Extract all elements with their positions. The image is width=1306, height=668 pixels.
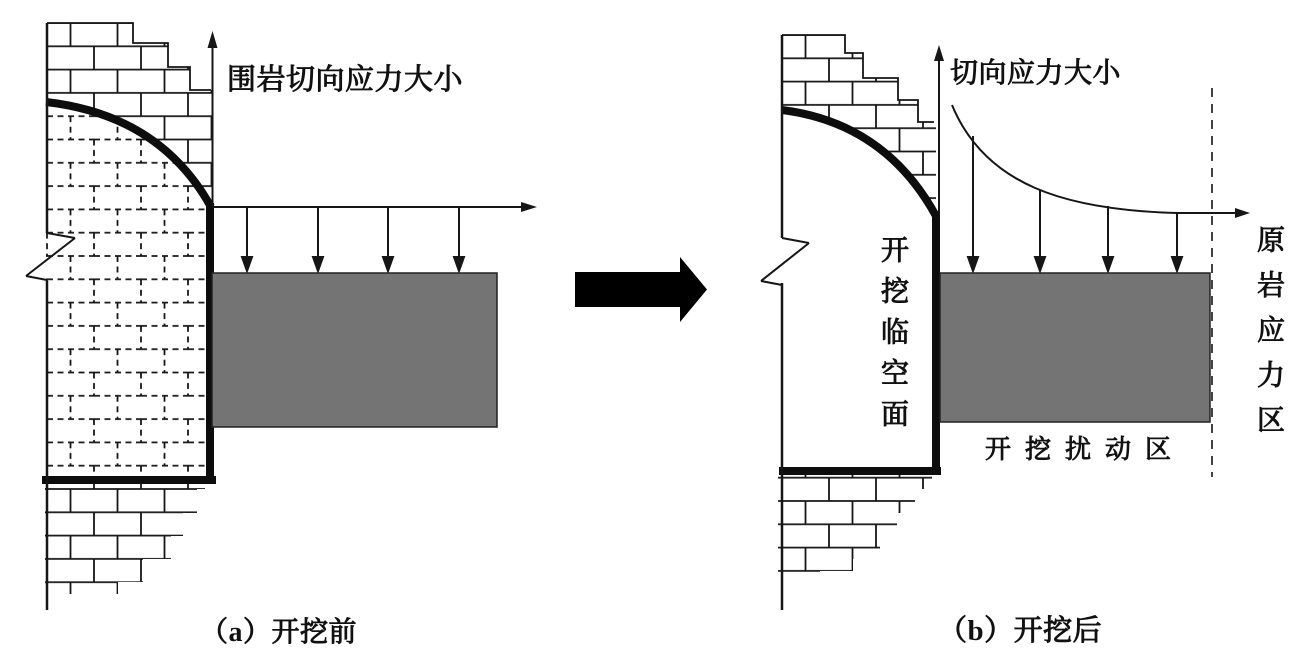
insitu-stress-zone-label: 原岩应力区 [1253,225,1284,450]
transition-arrow-icon [575,257,707,322]
caption-before-excavation: （a）开挖前 [200,617,358,648]
right-lower-rock-region [778,471,932,588]
stress-decay-curve [952,105,1236,213]
left-disturbed-zone-rect [212,273,497,427]
left-horizontal-axis-arrowhead [521,202,537,212]
left-axis-label: 围岩切向应力大小 [227,64,464,96]
left-lower-rock-region [45,481,205,594]
right-excavation-face-line [779,212,941,471]
left-diagram [26,23,537,610]
left-stress-arrows [242,208,464,271]
right-solid-rock-region [782,35,936,216]
right-break-symbol [761,238,809,285]
caption-after-excavation: （b）开挖后 [938,615,1103,647]
left-vertical-axis-arrowhead [208,31,218,48]
right-axis-label: 切向应力大小 [950,58,1122,89]
right-vertical-axis-arrowhead [934,45,944,61]
right-diagram [761,35,1250,610]
excavation-face-label: 开挖临空面 [877,235,908,440]
stress-decay-arrowhead [1235,208,1250,218]
right-disturbed-zone-rect [940,273,1210,422]
right-stress-arrows [968,136,1182,271]
disturbed-zone-label: 开挖扰动区 [985,435,1186,464]
